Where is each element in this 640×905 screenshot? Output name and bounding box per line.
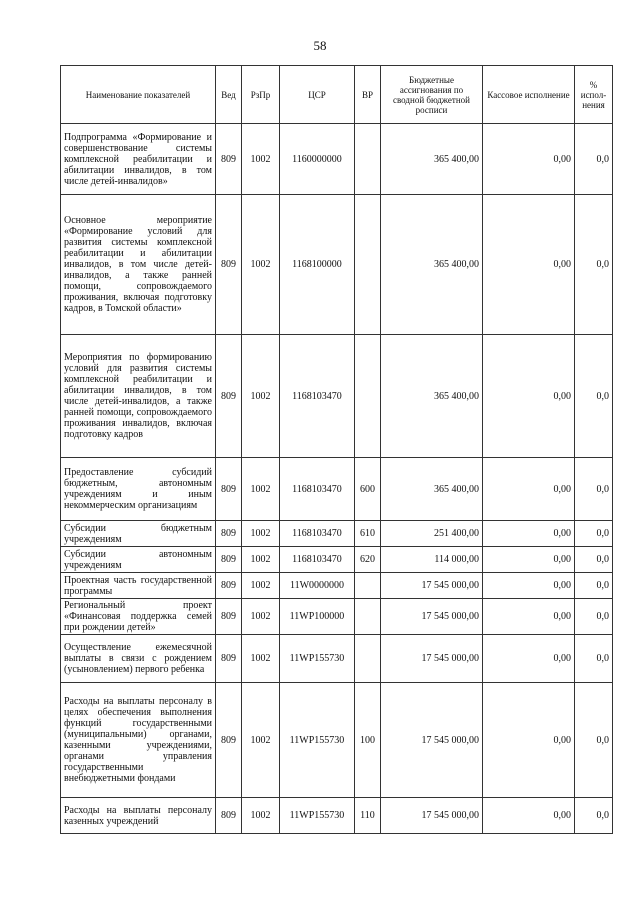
header-csr: ЦСР	[280, 66, 355, 124]
row-name: Расходы на выплаты персоналу в целях обеспечения выполнения функций государственными (муниципальными) органами, казенными учреждениями, органами управления государственными внебюджетными фондами	[61, 683, 216, 798]
row-percent: 0,0	[575, 458, 613, 521]
row-vr: 620	[355, 547, 381, 573]
row-percent: 0,0	[575, 635, 613, 683]
row-csr: 1168103470	[280, 458, 355, 521]
row-cash: 0,00	[483, 798, 575, 834]
header-vr: ВР	[355, 66, 381, 124]
row-rzpr: 1002	[242, 635, 280, 683]
row-name: Региональный проект «Финансовая поддержка семей при рождении детей»	[61, 599, 216, 635]
row-vr: 100	[355, 683, 381, 798]
row-budget: 17 545 000,00	[381, 573, 483, 599]
row-rzpr: 1002	[242, 335, 280, 458]
row-rzpr: 1002	[242, 547, 280, 573]
row-percent: 0,0	[575, 124, 613, 195]
table-row	[61, 335, 613, 458]
row-vr	[355, 635, 381, 683]
table-row	[61, 521, 613, 547]
row-name: Субсидии бюджетным учреждениям	[61, 521, 216, 547]
row-percent: 0,0	[575, 547, 613, 573]
row-budget: 365 400,00	[381, 195, 483, 335]
table-row	[61, 547, 613, 573]
row-ved: 809	[216, 124, 242, 195]
table-row	[61, 798, 613, 834]
row-vr: 600	[355, 458, 381, 521]
row-budget: 17 545 000,00	[381, 599, 483, 635]
row-vr	[355, 195, 381, 335]
row-cash: 0,00	[483, 335, 575, 458]
row-name: Осуществление ежемесячной выплаты в связи с рождением (усыновлением) первого ребенка	[61, 635, 216, 683]
row-ved: 809	[216, 599, 242, 635]
table-row	[61, 195, 613, 335]
row-name: Проектная часть государственной программы	[61, 573, 216, 599]
budget-execution-table	[60, 65, 613, 834]
header-cash: Кассовое исполнение	[483, 66, 575, 124]
row-budget: 114 000,00	[381, 547, 483, 573]
table-row	[61, 683, 613, 798]
row-name: Основное мероприятие «Формирование условий для развития системы комплексной реабилитации и абилитации инвалидов, в том числе детей-инвалидов, а также ранней помощи, сопровождаемого проживания, включая подготовку кадров, в Томской области»	[61, 195, 216, 335]
row-csr: 11WP155730	[280, 798, 355, 834]
row-ved: 809	[216, 195, 242, 335]
row-cash: 0,00	[483, 599, 575, 635]
row-cash: 0,00	[483, 458, 575, 521]
row-csr: 11W0000000	[280, 573, 355, 599]
row-percent: 0,0	[575, 798, 613, 834]
row-percent: 0,0	[575, 683, 613, 798]
row-ved: 809	[216, 573, 242, 599]
row-rzpr: 1002	[242, 458, 280, 521]
row-budget: 365 400,00	[381, 124, 483, 195]
row-rzpr: 1002	[242, 683, 280, 798]
row-cash: 0,00	[483, 683, 575, 798]
row-csr: 11WP100000	[280, 599, 355, 635]
row-percent: 0,0	[575, 599, 613, 635]
row-budget: 365 400,00	[381, 458, 483, 521]
row-budget: 17 545 000,00	[381, 635, 483, 683]
row-ved: 809	[216, 635, 242, 683]
row-cash: 0,00	[483, 521, 575, 547]
row-name: Предоставление субсидий бюджетным, автономным учреждениям и иным некоммерческим организациям	[61, 458, 216, 521]
row-name: Субсидии автономным учреждениям	[61, 547, 216, 573]
page-number: 58	[313, 38, 327, 53]
row-ved: 809	[216, 683, 242, 798]
row-csr: 1168103470	[280, 335, 355, 458]
row-percent: 0,0	[575, 335, 613, 458]
row-csr: 1168103470	[280, 547, 355, 573]
row-budget: 251 400,00	[381, 521, 483, 547]
table-row	[61, 124, 613, 195]
row-cash: 0,00	[483, 195, 575, 335]
row-rzpr: 1002	[242, 124, 280, 195]
row-csr: 1168103470	[280, 521, 355, 547]
row-rzpr: 1002	[242, 599, 280, 635]
row-ved: 809	[216, 798, 242, 834]
row-ved: 809	[216, 547, 242, 573]
row-vr	[355, 335, 381, 458]
row-budget: 17 545 000,00	[381, 798, 483, 834]
table-row	[61, 573, 613, 599]
row-rzpr: 1002	[242, 573, 280, 599]
row-percent: 0,0	[575, 521, 613, 547]
row-cash: 0,00	[483, 124, 575, 195]
header-budget: Бюджетные ассигнования по сводной бюджетной росписи	[381, 66, 483, 124]
row-ved: 809	[216, 335, 242, 458]
table-row	[61, 599, 613, 635]
row-rzpr: 1002	[242, 195, 280, 335]
row-percent: 0,0	[575, 195, 613, 335]
row-csr: 1160000000	[280, 124, 355, 195]
row-budget: 365 400,00	[381, 335, 483, 458]
row-name: Расходы на выплаты персоналу казенных учреждений	[61, 798, 216, 834]
header-ved: Вед	[216, 66, 242, 124]
row-percent: 0,0	[575, 573, 613, 599]
table-row	[61, 458, 613, 521]
row-vr	[355, 573, 381, 599]
header-name: Наименование показателей	[61, 66, 216, 124]
row-budget: 17 545 000,00	[381, 683, 483, 798]
row-csr: 11WP155730	[280, 635, 355, 683]
row-vr: 610	[355, 521, 381, 547]
row-name: Подпрограмма «Формирование и совершенствование системы комплексной реабилитации и абилитации инвалидов, в том числе детей-инвалидов»	[61, 124, 216, 195]
row-ved: 809	[216, 458, 242, 521]
row-rzpr: 1002	[242, 521, 280, 547]
row-vr: 110	[355, 798, 381, 834]
header-percent: % испол-нения	[575, 66, 613, 124]
row-csr: 1168100000	[280, 195, 355, 335]
row-rzpr: 1002	[242, 798, 280, 834]
table-row	[61, 635, 613, 683]
row-vr	[355, 124, 381, 195]
row-ved: 809	[216, 521, 242, 547]
row-vr	[355, 599, 381, 635]
row-name: Мероприятия по формированию условий для развития системы комплексной реабилитации и абилитации инвалидов, в том числе детей-инвалидов, а также ранней помощи, сопровождаемого проживания инвалидов, включая подготовку кадров	[61, 335, 216, 458]
row-cash: 0,00	[483, 573, 575, 599]
row-csr: 11WP155730	[280, 683, 355, 798]
row-cash: 0,00	[483, 547, 575, 573]
row-cash: 0,00	[483, 635, 575, 683]
header-row	[61, 66, 613, 124]
header-rzpr: РзПр	[242, 66, 280, 124]
